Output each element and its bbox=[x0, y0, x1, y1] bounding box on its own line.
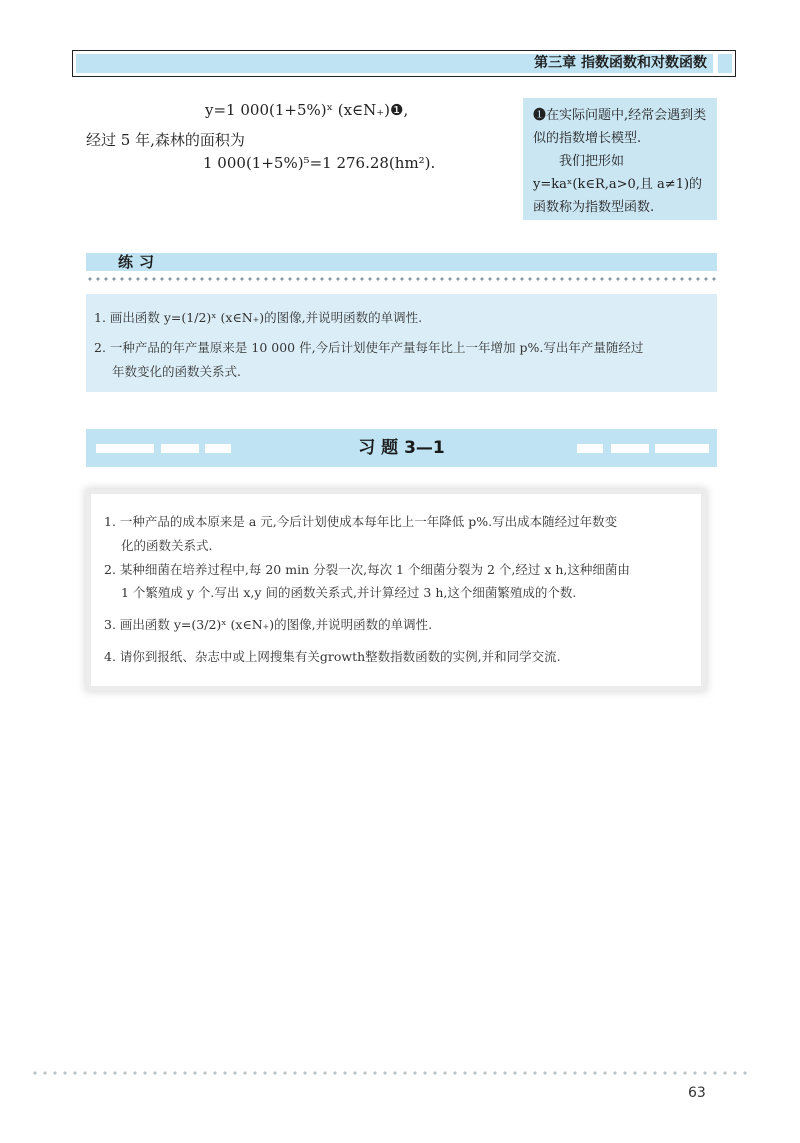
chapter-header-square bbox=[718, 54, 732, 73]
exercise-item-1-continued: 化的函数关系式. bbox=[121, 538, 213, 553]
practice-dotted-divider bbox=[86, 276, 717, 282]
exercise-item-2-continued: 1 个繁殖成 y 个.写出 x,y 间的函数关系式,并计算经过 3 h,这个细菌繁殖成的个数. bbox=[121, 585, 577, 600]
side-note-line-1: ❶在实际问题中,经常会遇到类似的指数增长模型. bbox=[533, 108, 707, 146]
growth-formula: y=1 000(1+5%)ˣ (x∈N₊)❶, bbox=[205, 101, 409, 119]
side-note bbox=[523, 98, 717, 220]
exercise-item-1: 1. 一种产品的成本原来是 a 元,今后计划使成本每年比上一年降低 p%.写出成本随经过年数变 bbox=[104, 514, 618, 529]
exercise-item-2: 2. 某种细菌在培养过程中,每 20 min 分裂一次,每次 1 个细菌分裂为 2 个,经过 x h,这种细菌由 bbox=[104, 562, 630, 577]
footer-dotted-divider bbox=[30, 1070, 750, 1076]
exercise-item-3: 3. 画出函数 y=(3/2)ˣ (x∈N₊)的图像,并说明函数的单调性. bbox=[104, 617, 433, 632]
chapter-header bbox=[72, 50, 736, 77]
practice-item-2: 2. 一种产品的年产量原来是 10 000 件,今后计划使年产量每年比上一年增加 p%.写出年产量随经过 bbox=[94, 340, 644, 355]
practice-title: 练习 bbox=[118, 253, 161, 271]
area-formula: 1 000(1+5%)⁵=1 276.28(hm²). bbox=[203, 154, 436, 172]
practice-item-2-continued: 年数变化的函数关系式. bbox=[112, 364, 241, 379]
practice-item-1: 1. 画出函数 y=(1/2)ˣ (x∈N₊)的图像,并说明函数的单调性. bbox=[94, 310, 423, 325]
practice-header-bar bbox=[86, 253, 717, 271]
side-note-line-2: 我们把形如 y=kaˣ(k∈R,a>0,且 a≠1)的函数称为指数型函数. bbox=[533, 154, 703, 215]
chapter-title: 第三章 指数函数和对数函数 bbox=[534, 55, 707, 71]
exercise-item-4: 4. 请你到报纸、杂志中或上网搜集有关growth整数指数函数的实例,并和同学交流. bbox=[104, 649, 561, 664]
page-number: 63 bbox=[688, 1085, 706, 1101]
five-year-sentence: 经过 5 年,森林的面积为 bbox=[86, 131, 245, 149]
exercise-title: 习 题 3—1 bbox=[358, 438, 445, 458]
